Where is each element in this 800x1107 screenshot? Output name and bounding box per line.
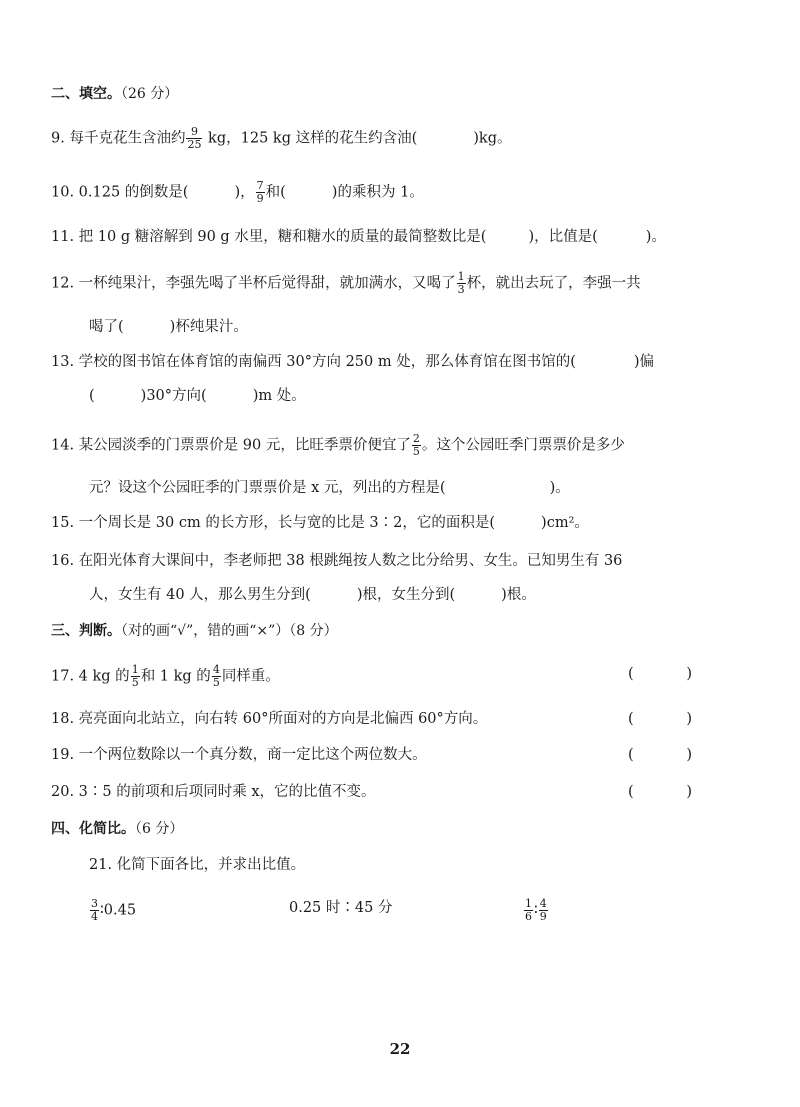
question-17 <box>0 664 800 689</box>
frac-denominator: 6 <box>525 910 532 923</box>
q15-text-a: 15. 一个周长是 30 cm 的长方形，长与宽的比是 3∶2，它的面积是( <box>51 515 496 531</box>
frac-numerator: 1 <box>131 663 139 676</box>
frac-denominator: 5 <box>412 445 420 458</box>
question-11 <box>0 227 800 247</box>
q10-text-a: 10. 0.125 的倒数是( <box>51 184 189 201</box>
question-12-line-2 <box>0 317 800 337</box>
q13-text-d: )30°方向( <box>140 388 207 404</box>
answer-parens[interactable] <box>628 745 692 765</box>
paren-open: ( <box>628 711 634 727</box>
paren-open: ( <box>628 784 634 800</box>
q16-text-b: 人，女生有 40 人，那么男生分到( <box>89 587 311 603</box>
section-title-text: 二、填空。 <box>51 86 121 102</box>
q13-text-b: )偏 <box>633 354 655 370</box>
section-score: （对的画“√”，错的画“×”）（8 分） <box>121 623 338 639</box>
question-10 <box>0 180 800 205</box>
answer-parens[interactable] <box>628 782 692 802</box>
paren-open: ( <box>628 666 634 682</box>
fraction-7-9 <box>256 180 265 205</box>
frac-numerator: 4 <box>539 897 547 910</box>
q14-text-c: 元？设这个公园旺季的门票票价是 x 元，列出的方程是( <box>89 480 446 496</box>
frac-denominator: 5 <box>131 676 139 689</box>
section-score: （26 分） <box>121 86 179 102</box>
q16-text-c: )根，女生分到( <box>356 587 456 603</box>
q9-text-b: kg，125 kg 这样的花生约含油( <box>203 130 418 147</box>
expression-3 <box>523 898 549 923</box>
fraction-2-5 <box>412 433 421 458</box>
q12-text-c: 喝了( <box>89 319 124 335</box>
paren-close: ) <box>686 666 692 682</box>
question-15 <box>0 513 800 533</box>
question-16 <box>0 551 800 571</box>
question-16-line-2 <box>0 585 800 605</box>
frac-numerator: 4 <box>212 663 220 676</box>
question-14 <box>0 433 800 458</box>
fraction-1-5 <box>131 664 140 689</box>
expression-2 <box>289 898 392 918</box>
page-number: 22 <box>389 1040 411 1058</box>
expression-1 <box>0 898 289 923</box>
frac-denominator: 5 <box>212 676 220 689</box>
q19-text: 19. 一个两位数除以一个真分数，商一定比这个两位数大。 <box>51 747 427 763</box>
question-21 <box>0 855 800 875</box>
question-20 <box>0 782 800 802</box>
q18-text: 18. 亮亮面向北站立，向右转 60°所面对的方向是北偏西 60°方向。 <box>51 711 488 727</box>
q14-text-d: )。 <box>549 480 570 496</box>
q17-text-c: 同样重。 <box>221 668 280 685</box>
q17-text-b: 和 1 kg 的 <box>140 668 211 685</box>
question-9 <box>0 126 800 151</box>
answer-parens[interactable] <box>628 709 692 729</box>
section-title-text: 四、化简比。 <box>51 821 135 837</box>
q11-text-a: 11. 把 10 g 糖溶解到 90 g 水里，糖和糖水的质量的最简整数比是( <box>51 229 487 245</box>
q12-text-a: 12. 一杯纯果汁，李强先喝了半杯后觉得甜，就加满水，又喝了 <box>51 275 456 292</box>
frac-numerator: 3 <box>91 897 98 910</box>
frac-denominator: 25 <box>187 138 202 151</box>
q11-text-c: )。 <box>645 229 666 245</box>
q13-text-a: 13. 学校的图书馆在体育馆的南偏西 30°方向 250 m 处，那么体育馆在图书馆的( <box>51 354 576 370</box>
q13-text-e: )m 处。 <box>252 388 306 404</box>
question-19 <box>0 745 800 765</box>
section-2-title <box>0 84 800 104</box>
frac-denominator: 9 <box>539 910 547 923</box>
frac-numerator: 2 <box>412 432 420 445</box>
q14-text-a: 14. 某公园淡季的门票票价是 90 元，比旺季票价便宜了 <box>51 437 411 454</box>
q14-text-b: 。这个公园旺季门票票价是多少 <box>421 437 625 454</box>
q13-text-c: ( <box>89 388 95 404</box>
question-13 <box>0 352 800 372</box>
frac-numerator: 1 <box>457 270 465 283</box>
section-title-text: 三、判断。 <box>51 623 121 639</box>
section-4-title <box>0 819 800 839</box>
q12-text-b: 杯，就出去玩了，李强一共 <box>466 275 641 292</box>
question-14-line-2 <box>0 478 800 498</box>
question-12 <box>0 271 800 296</box>
paren-close: ) <box>686 784 692 800</box>
q15-text-b: )cm²。 <box>541 515 589 531</box>
frac-numerator: 9 <box>186 126 202 139</box>
q16-text-d: )根。 <box>501 587 536 603</box>
q20-text: 20. 3∶5 的前项和后项同时乘 x，它的比值不变。 <box>51 784 376 800</box>
q16-text-a: 16. 在阳光体育大课间中，李老师把 38 根跳绳按人数之比分给男、女生。已知男生有 36 <box>51 553 623 569</box>
q10-text-c: 和( <box>265 184 286 201</box>
expr-2-text: 0.25 时∶45 分 <box>289 900 393 916</box>
ratio-sign: ∶ <box>534 902 538 919</box>
frac-numerator: 7 <box>256 179 264 192</box>
frac-numerator: 1 <box>525 897 532 910</box>
fraction-3-4 <box>90 898 99 923</box>
expr-1-rest: ∶0.45 <box>100 902 137 919</box>
paren-close: ) <box>686 747 692 763</box>
fraction-4-9 <box>539 898 548 923</box>
section-3-title <box>0 621 800 641</box>
fraction-4-5 <box>212 664 221 689</box>
q21-text: 21. 化简下面各比，并求出比值。 <box>89 857 306 873</box>
fraction-1-6 <box>524 898 533 923</box>
q10-text-b: )， <box>234 184 255 201</box>
paren-open: ( <box>628 747 634 763</box>
q17-text-a: 17. 4 kg 的 <box>51 668 130 685</box>
paren-close: ) <box>686 711 692 727</box>
frac-denominator: 4 <box>91 910 98 923</box>
answer-parens[interactable] <box>628 664 692 684</box>
question-18 <box>0 709 800 729</box>
q9-text-c: )kg。 <box>473 130 512 147</box>
section-score: （6 分） <box>135 821 184 837</box>
q11-text-b: )，比值是( <box>528 229 598 245</box>
q12-text-d: )杯纯果汁。 <box>169 319 248 335</box>
frac-denominator: 9 <box>256 192 264 205</box>
q10-text-d: )的乘积为 1。 <box>331 184 424 201</box>
fraction-1-3 <box>457 271 466 296</box>
fraction-9-25 <box>186 126 202 151</box>
question-13-line-2 <box>0 386 800 406</box>
frac-denominator: 3 <box>457 283 465 296</box>
q9-text-a: 9. 每千克花生含油约 <box>51 130 186 147</box>
